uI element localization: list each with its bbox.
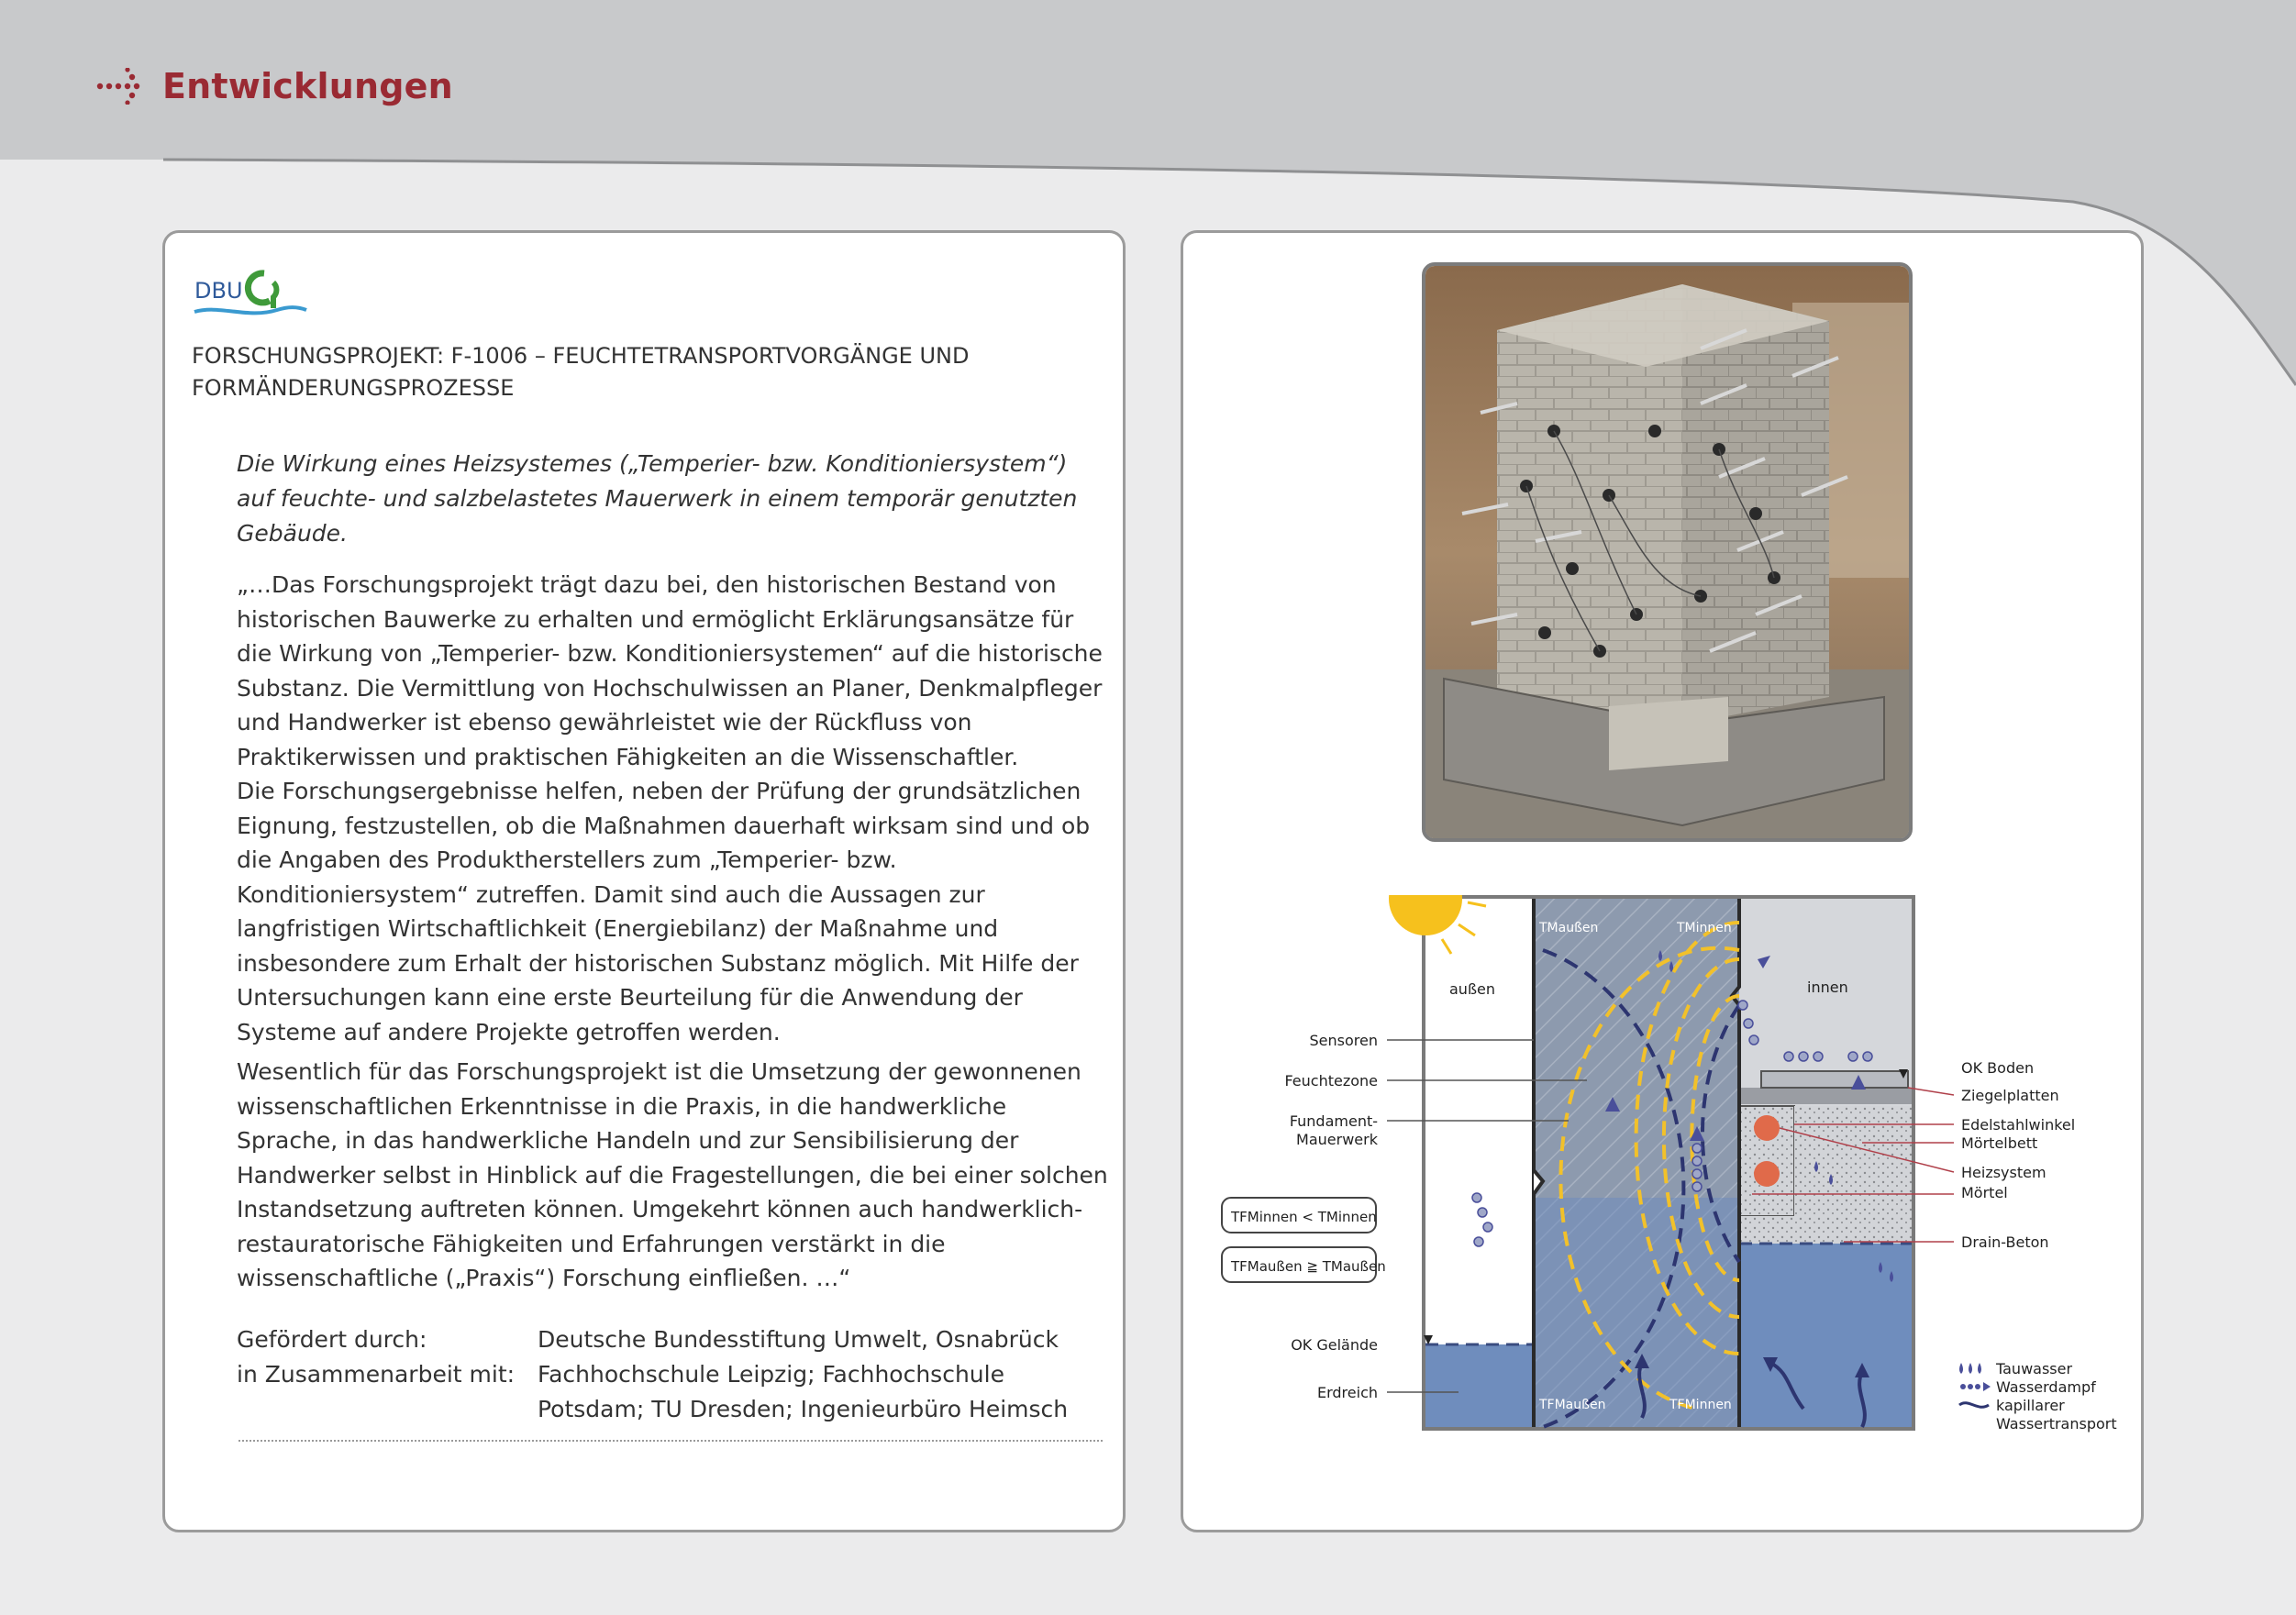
cooperation-value: Fachhochschule Leipzig; Fachhochschule Potsdam; TU Dresden; Ingenieurbüro Heimsch (538, 1361, 1069, 1422)
svg-text:TFMaußen: TFMaußen (1539, 1398, 1606, 1412)
svg-text:Erdreich: Erdreich (1316, 1384, 1378, 1401)
svg-text:TMaußen: TMaußen (1539, 921, 1599, 935)
svg-text:Drain-Beton: Drain-Beton (1961, 1233, 2049, 1251)
svg-text:OK Gelände: OK Gelände (1291, 1336, 1378, 1354)
dotted-arrow-icon (96, 68, 150, 105)
svg-text:Fundament-: Fundament- (1289, 1112, 1378, 1130)
cooperation-label: in Zusammenarbeit mit: (237, 1361, 516, 1388)
svg-text:Wassertransport: Wassertransport (1996, 1415, 2117, 1432)
paragraph: Die Forschungsergebnisse helfen, neben der Prüfung der grundsätzlichen Eignung, festzustellen, ob die Maßnahmen dauerhaft wirksam sind und ob die Angaben des Produktherstellers zum „Temperier- bzw. Konditioniersystem“ zutreffen. Damit sind auch die Aussagen zur langfristigen Wirtschaftlichkeit (Energiebilanz) der Maßnahme und insbesondere zum Erhalt der historischen Substanz möglich. Mit Hilfe der Untersuchungen kann eine erste Beurteilung für die Anwendung der Systeme auf andere Projekte getroffen werden. (237, 778, 1091, 1045)
svg-text:TFMinnen: TFMinnen (1669, 1398, 1732, 1412)
project-description (237, 447, 1108, 1296)
svg-text:OK Boden: OK Boden (1961, 1059, 2035, 1077)
svg-text:innen: innen (1807, 979, 1848, 996)
page-title: Entwicklungen (162, 66, 453, 106)
svg-text:Mauerwerk: Mauerwerk (1296, 1131, 1378, 1148)
svg-text:Edelstahlwinkel: Edelstahlwinkel (1961, 1116, 2076, 1134)
svg-text:TFMinnen < TMinnen: TFMinnen < TMinnen (1231, 1209, 1377, 1225)
svg-text:Tauwasser: Tauwasser (1996, 1360, 2073, 1377)
funded-by-value: Deutsche Bundesstiftung Umwelt, Osnabrück (538, 1326, 1059, 1353)
masonry-test-photo (1422, 262, 1913, 842)
svg-text:TMinnen: TMinnen (1677, 921, 1732, 935)
funded-by-label: Gefördert durch: (237, 1326, 427, 1353)
svg-text:Mörtel: Mörtel (1961, 1184, 2008, 1201)
figure-panel (1181, 230, 2144, 1532)
svg-text:außen: außen (1449, 980, 1496, 998)
svg-text:Feuchtezone: Feuchtezone (1284, 1072, 1378, 1090)
section-header (96, 66, 453, 106)
svg-text:TFMaußen ≧ TMaußen: TFMaußen ≧ TMaußen (1231, 1258, 1386, 1275)
svg-text:DBU: DBU (194, 278, 243, 304)
paragraph: „…Das Forschungsprojekt trägt dazu bei, den historischen Bestand von historischen Bauwerke zu erhalten und ermöglicht Erklärungsansätze für die Wirkung von „Temperier- bzw. Konditioniersystemen“ auf die historische Substanz. Die Vermittlung von Hochschulwissen an Planer, Denkmalpfleger und Handwerker ist ebenso gewährleistet wie der Rückfluss von Praktikerwissen und praktischen Fähigkeiten an die Wissenschaftler. (237, 571, 1103, 770)
dotted-divider (238, 1440, 1103, 1442)
svg-text:Mörtelbett: Mörtelbett (1961, 1134, 2038, 1152)
project-title: FORSCHUNGSPROJEKT: F-1006 – FEUCHTETRANSPORTVORGÄNGE UND FORMÄNDERUNGSPROZESSE (192, 343, 970, 401)
svg-text:Sensoren: Sensoren (1309, 1032, 1378, 1049)
svg-text:Heizsystem: Heizsystem (1961, 1164, 2046, 1181)
svg-text:kapillarer: kapillarer (1996, 1397, 2065, 1414)
svg-text:Ziegelplatten: Ziegelplatten (1961, 1087, 2059, 1104)
funding-info (237, 1322, 1108, 1427)
text-panel (162, 230, 1126, 1532)
dbu-logo (193, 260, 312, 325)
intro-text: Die Wirkung eines Heizsystemes („Temperier- bzw. Konditioniersystem“) auf feuchte- und salzbelastetes Mauerwerk in einem temporär genutzten Gebäude. (237, 450, 1078, 547)
svg-text:Wasserdampf: Wasserdampf (1996, 1378, 2096, 1396)
paragraph: Wesentlich für das Forschungsprojekt ist die Umsetzung der gewonnenen wissenschaftlichen Erkenntnisse in die Praxis, in die handwerkliche Sprache, in das handwerkliche Handeln und zur Sensibilisierung der Handwerker selbst in Hinblick auf die Fragestellungen, die bei einer solchen Instandsetzung auftreten können. Umgekehrt können auch handwerklich-restauratorische Fähigkeiten und Erfahrungen verstärkt in die wissenschaftliche („Praxis“) Forschung einfließen. …“ (237, 1058, 1108, 1291)
moisture-transport-diagram (1183, 895, 2146, 1464)
